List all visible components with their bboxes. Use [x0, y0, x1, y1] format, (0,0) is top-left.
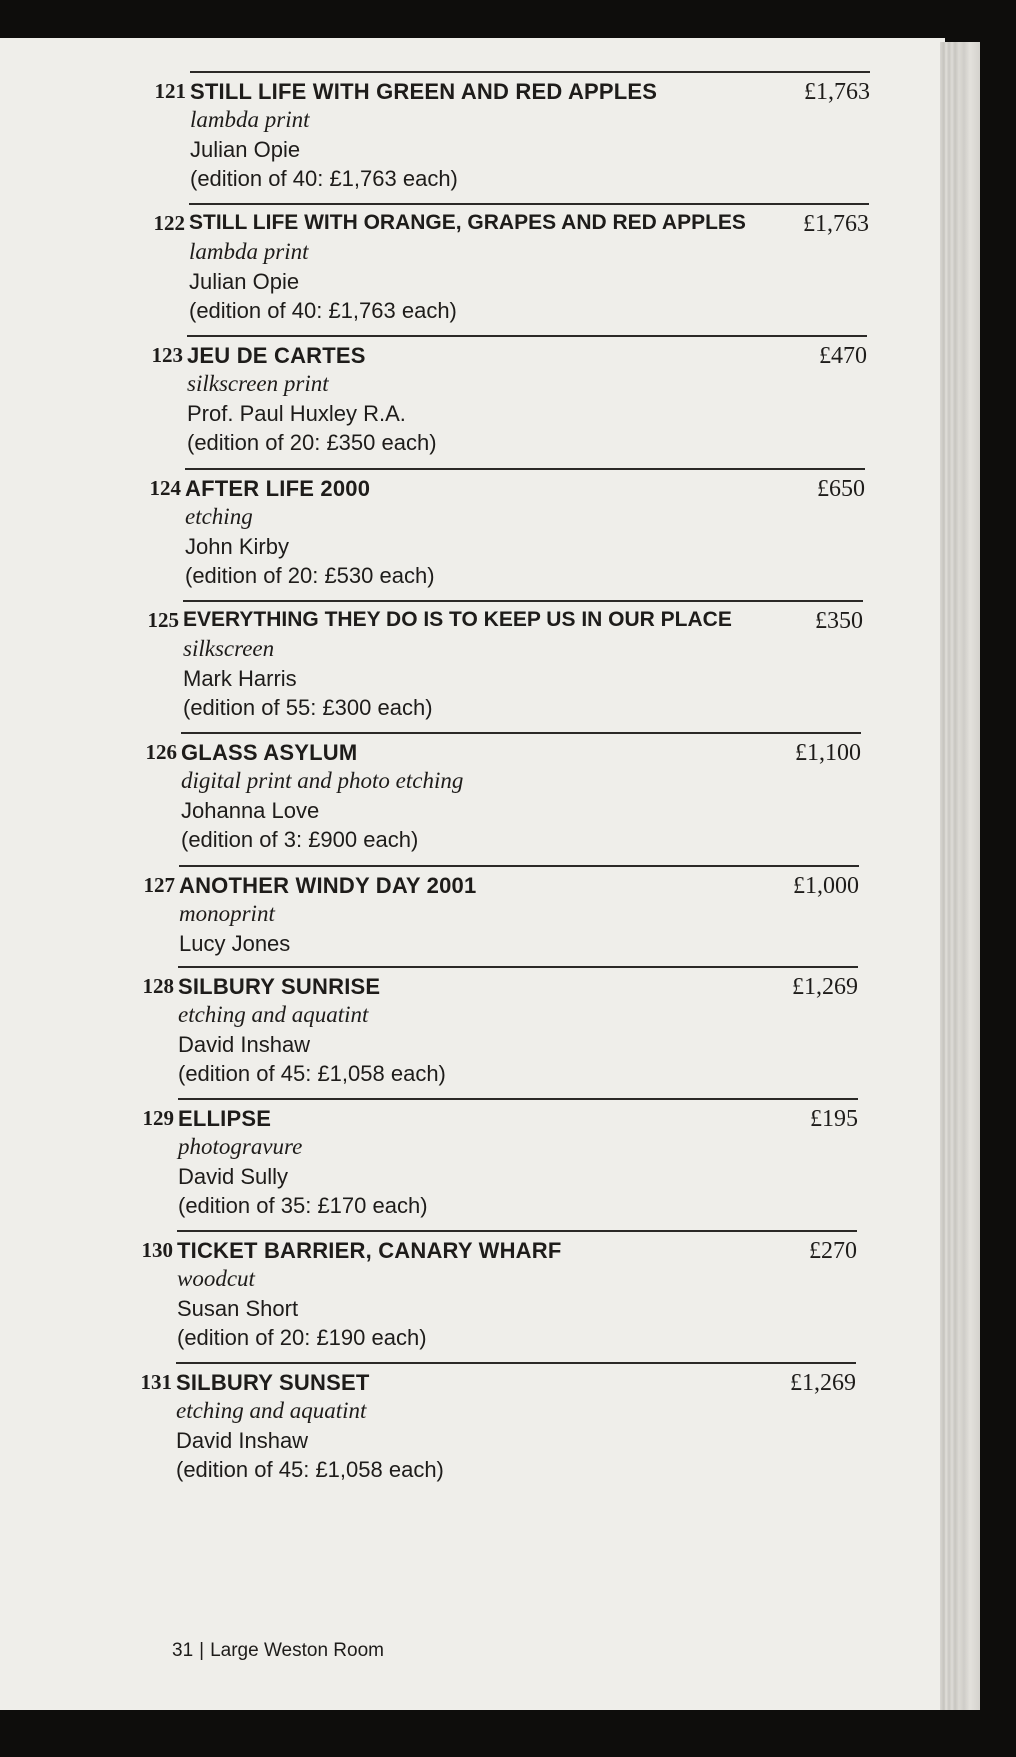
entry-artist: Lucy Jones [179, 931, 291, 956]
edition-suffix: each) [382, 1457, 444, 1482]
edition-label: (edition of 20: [177, 1325, 317, 1350]
edition-suffix: each) [365, 1325, 427, 1350]
entry-medium: silkscreen print [187, 371, 329, 396]
edition-label: (edition of 55: [183, 695, 323, 720]
entry-title: AFTER LIFE 2000 [185, 476, 371, 501]
edition-suffix: each) [375, 430, 437, 455]
entry-title: SILBURY SUNRISE [178, 974, 381, 999]
entry-edition [185, 563, 435, 589]
entry-title: ELLIPSE [178, 1106, 272, 1131]
page-number: 31 [172, 1640, 194, 1661]
entry-divider [185, 468, 865, 470]
entry-price: £1,763 [804, 79, 870, 105]
edition-label: (edition of 20: [187, 430, 327, 455]
edition-label: (edition of 45: [178, 1061, 318, 1086]
edition-price: £300 [322, 695, 372, 720]
edition-suffix: each) [357, 827, 419, 852]
entry-title: JEU DE CARTES [187, 343, 366, 368]
entry-medium: woodcut [177, 1266, 255, 1291]
entry-medium: silkscreen [183, 636, 275, 661]
edition-price: £190 [316, 1325, 366, 1350]
entry-number: 131 [140, 1370, 172, 1394]
entry-edition [178, 1061, 446, 1087]
edition-price: £1,058 [315, 1457, 383, 1482]
entry-divider [190, 71, 870, 73]
entry-edition [176, 1457, 444, 1483]
entry-medium: etching [185, 504, 253, 529]
entry-number: 123 [151, 343, 183, 367]
edition-price: £530 [324, 563, 374, 588]
entry-divider [183, 600, 863, 602]
entry-medium: monoprint [179, 901, 275, 926]
edition-label: (edition of 40: [189, 298, 329, 323]
entry-title: ANOTHER WINDY DAY 2001 [179, 873, 477, 898]
edition-price: £350 [326, 430, 376, 455]
edition-suffix: each) [371, 695, 433, 720]
entry-number: 124 [149, 476, 181, 500]
entry-divider [189, 203, 869, 205]
entry-divider [178, 966, 858, 968]
entry-price: £470 [819, 343, 867, 369]
entry-medium: etching and aquatint [178, 1002, 369, 1027]
entry-edition [190, 166, 458, 192]
entry-divider [179, 865, 859, 867]
entry-title: STILL LIFE WITH GREEN AND RED APPLES [190, 79, 658, 104]
entry-number: 126 [145, 740, 177, 764]
entry-number: 121 [154, 79, 186, 103]
entry-number: 127 [143, 873, 175, 897]
edition-price: £1,058 [317, 1061, 385, 1086]
edition-suffix: each) [396, 166, 458, 191]
page-edge-stack [940, 42, 980, 1710]
entry-price: £195 [810, 1106, 858, 1132]
entry-number: 128 [142, 974, 174, 998]
entry-title: STILL LIFE WITH ORANGE, GRAPES AND RED APPLES [189, 211, 746, 234]
entry-price: £1,000 [793, 873, 859, 899]
edition-suffix: each) [384, 1061, 446, 1086]
entry-edition [181, 827, 418, 853]
entry-medium: etching and aquatint [176, 1398, 367, 1423]
edition-price: £1,763 [329, 166, 397, 191]
edition-price: £170 [317, 1193, 367, 1218]
entry-artist: David Inshaw [176, 1428, 309, 1453]
entry-edition [177, 1325, 427, 1351]
edition-label: (edition of 45: [176, 1457, 316, 1482]
entry-artist: David Inshaw [178, 1032, 311, 1057]
entry-artist: John Kirby [185, 534, 289, 559]
entry-price: £270 [809, 1238, 857, 1264]
entry-number: 122 [153, 211, 185, 235]
entry-divider [181, 732, 861, 734]
entry-artist: Julian Opie [189, 269, 300, 294]
entry-divider [187, 335, 867, 337]
entry-artist: David Sully [178, 1164, 289, 1189]
entry-number: 130 [141, 1238, 173, 1262]
catalogue-page [0, 38, 945, 1710]
edition-price: £1,763 [328, 298, 396, 323]
entry-medium: digital print and photo etching [181, 768, 464, 793]
entry-artist: Johanna Love [181, 798, 320, 823]
entry-divider [176, 1362, 856, 1364]
entry-divider [177, 1230, 857, 1232]
entry-title: SILBURY SUNSET [176, 1370, 370, 1395]
entry-divider [178, 1098, 858, 1100]
entry-number: 129 [142, 1106, 174, 1130]
edition-label: (edition of 20: [185, 563, 325, 588]
entry-number: 125 [147, 608, 179, 632]
entry-medium: photogravure [178, 1134, 303, 1159]
entry-title: TICKET BARRIER, CANARY WHARF [177, 1238, 562, 1263]
entry-title: EVERYTHING THEY DO IS TO KEEP US IN OUR PLACE [183, 608, 732, 631]
entry-price: £350 [815, 608, 863, 634]
edition-price: £900 [308, 827, 358, 852]
entry-artist: Mark Harris [183, 666, 297, 691]
entry-medium: lambda print [189, 239, 309, 264]
edition-suffix: each) [373, 563, 435, 588]
entry-edition [187, 430, 437, 456]
entry-medium: lambda print [190, 107, 310, 132]
footer-separator: | [199, 1640, 205, 1661]
edition-label: (edition of 40: [190, 166, 330, 191]
edition-label: (edition of 35: [178, 1193, 318, 1218]
edition-label: (edition of 3: [181, 827, 309, 852]
edition-suffix: each) [366, 1193, 428, 1218]
entry-title: GLASS ASYLUM [181, 740, 358, 765]
entry-price: £1,100 [795, 740, 861, 766]
edition-suffix: each) [395, 298, 457, 323]
entry-artist: Susan Short [177, 1296, 299, 1321]
page-footer [172, 1640, 384, 1662]
entry-artist: Prof. Paul Huxley R.A. [187, 401, 406, 426]
entry-edition [189, 298, 457, 324]
section-name: Large Weston Room [210, 1640, 384, 1661]
entry-edition [183, 695, 433, 721]
entry-price: £1,269 [790, 1370, 856, 1396]
entry-price: £1,269 [792, 974, 858, 1000]
entry-price: £1,763 [803, 211, 869, 237]
entry-price: £650 [817, 476, 865, 502]
entry-edition [178, 1193, 428, 1219]
entry-artist: Julian Opie [190, 137, 301, 162]
